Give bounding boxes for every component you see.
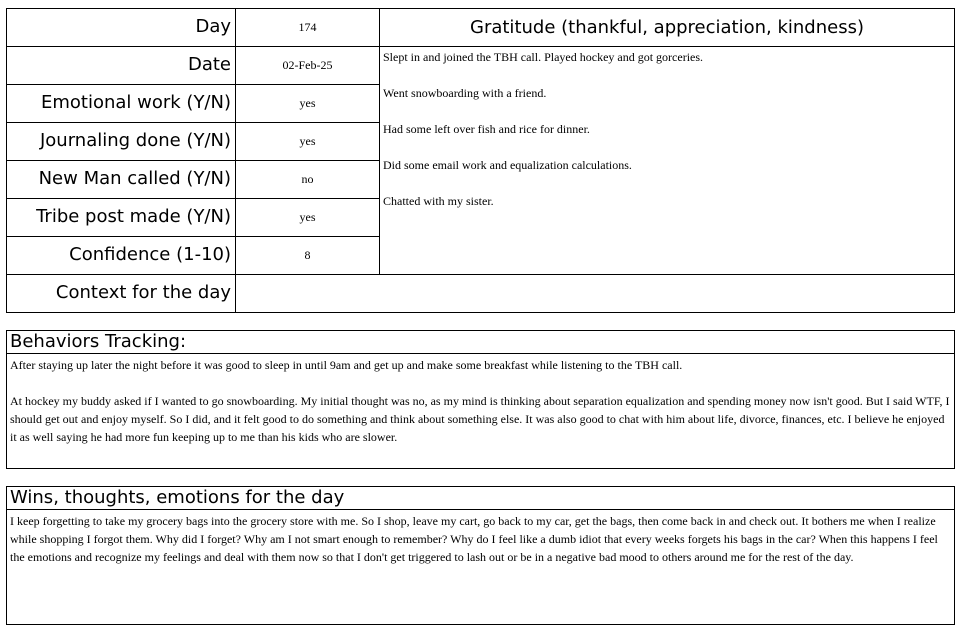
- behaviors-body[interactable]: [7, 354, 954, 466]
- wins-section: [6, 486, 955, 625]
- label-context: Context for the day: [6, 274, 236, 313]
- gratitude-item[interactable]: Slept in and joined the TBH call. Played hockey and got gorceries.: [383, 50, 704, 64]
- value-confidence[interactable]: 8: [235, 236, 380, 275]
- label-new-man-called: New Man called (Y/N): [6, 160, 236, 199]
- behaviors-header: Behaviors Tracking:: [7, 331, 954, 354]
- wins-header: Wins, thoughts, emotions for the day: [7, 487, 954, 510]
- value-context[interactable]: [235, 274, 955, 313]
- behaviors-section: [6, 330, 955, 469]
- behaviors-paragraph: At hockey my buddy asked if I wanted to go snowboarding. My initial thought was no, as my mind is thinking about separation equalization and spending money now isn't good. But I said WTF, I should get out and enjoy myself. So I did, and it felt good to do something and think about something else. It was also good to chat with him about life, divorce, finances, etc. I believe he enjoyed it as well saying he had more fun keeping up to me than his kids who are slower.: [10, 394, 950, 444]
- value-tribe-post[interactable]: yes: [235, 198, 380, 237]
- label-date: Date: [6, 46, 236, 85]
- wins-body[interactable]: I keep forgetting to take my grocery bags into the grocery store with me. So I shop, leave my cart, go back to my car, get the bags, then come back in and check out. It bothers me when I realize while shopping I forgot them. Why did I forget? Why am I not smart enough to remember? Why do I feel like a dumb idiot that every weeks forgets his bags in the car? When this happens I feel the emotions and recognize my feelings and deal with them now so that I don't get triggered to lash out or be in a negative bad mood to others around me for the rest of the day.: [10, 514, 938, 564]
- gratitude-item[interactable]: Had some left over fish and rice for dinner.: [383, 122, 590, 136]
- gratitude-header: Gratitude (thankful, appreciation, kindness): [379, 8, 955, 47]
- gratitude-item[interactable]: Went snowboarding with a friend.: [383, 86, 547, 100]
- behaviors-paragraph: After staying up later the night before it was good to sleep in until 9am and get up and make some breakfast while listening to the TBH call.: [10, 358, 683, 372]
- label-confidence: Confidence (1-10): [6, 236, 236, 275]
- value-emotional-work[interactable]: yes: [235, 84, 380, 123]
- value-date[interactable]: 02-Feb-25: [235, 46, 380, 85]
- value-journaling[interactable]: yes: [235, 122, 380, 161]
- label-journaling: Journaling done (Y/N): [6, 122, 236, 161]
- gratitude-list[interactable]: [379, 46, 955, 275]
- value-day[interactable]: 174: [235, 8, 380, 47]
- gratitude-item[interactable]: Chatted with my sister.: [383, 194, 494, 208]
- value-new-man-called[interactable]: no: [235, 160, 380, 199]
- label-day: Day: [6, 8, 236, 47]
- label-emotional-work: Emotional work (Y/N): [6, 84, 236, 123]
- label-tribe-post: Tribe post made (Y/N): [6, 198, 236, 237]
- gratitude-item[interactable]: Did some email work and equalization calculations.: [383, 158, 632, 172]
